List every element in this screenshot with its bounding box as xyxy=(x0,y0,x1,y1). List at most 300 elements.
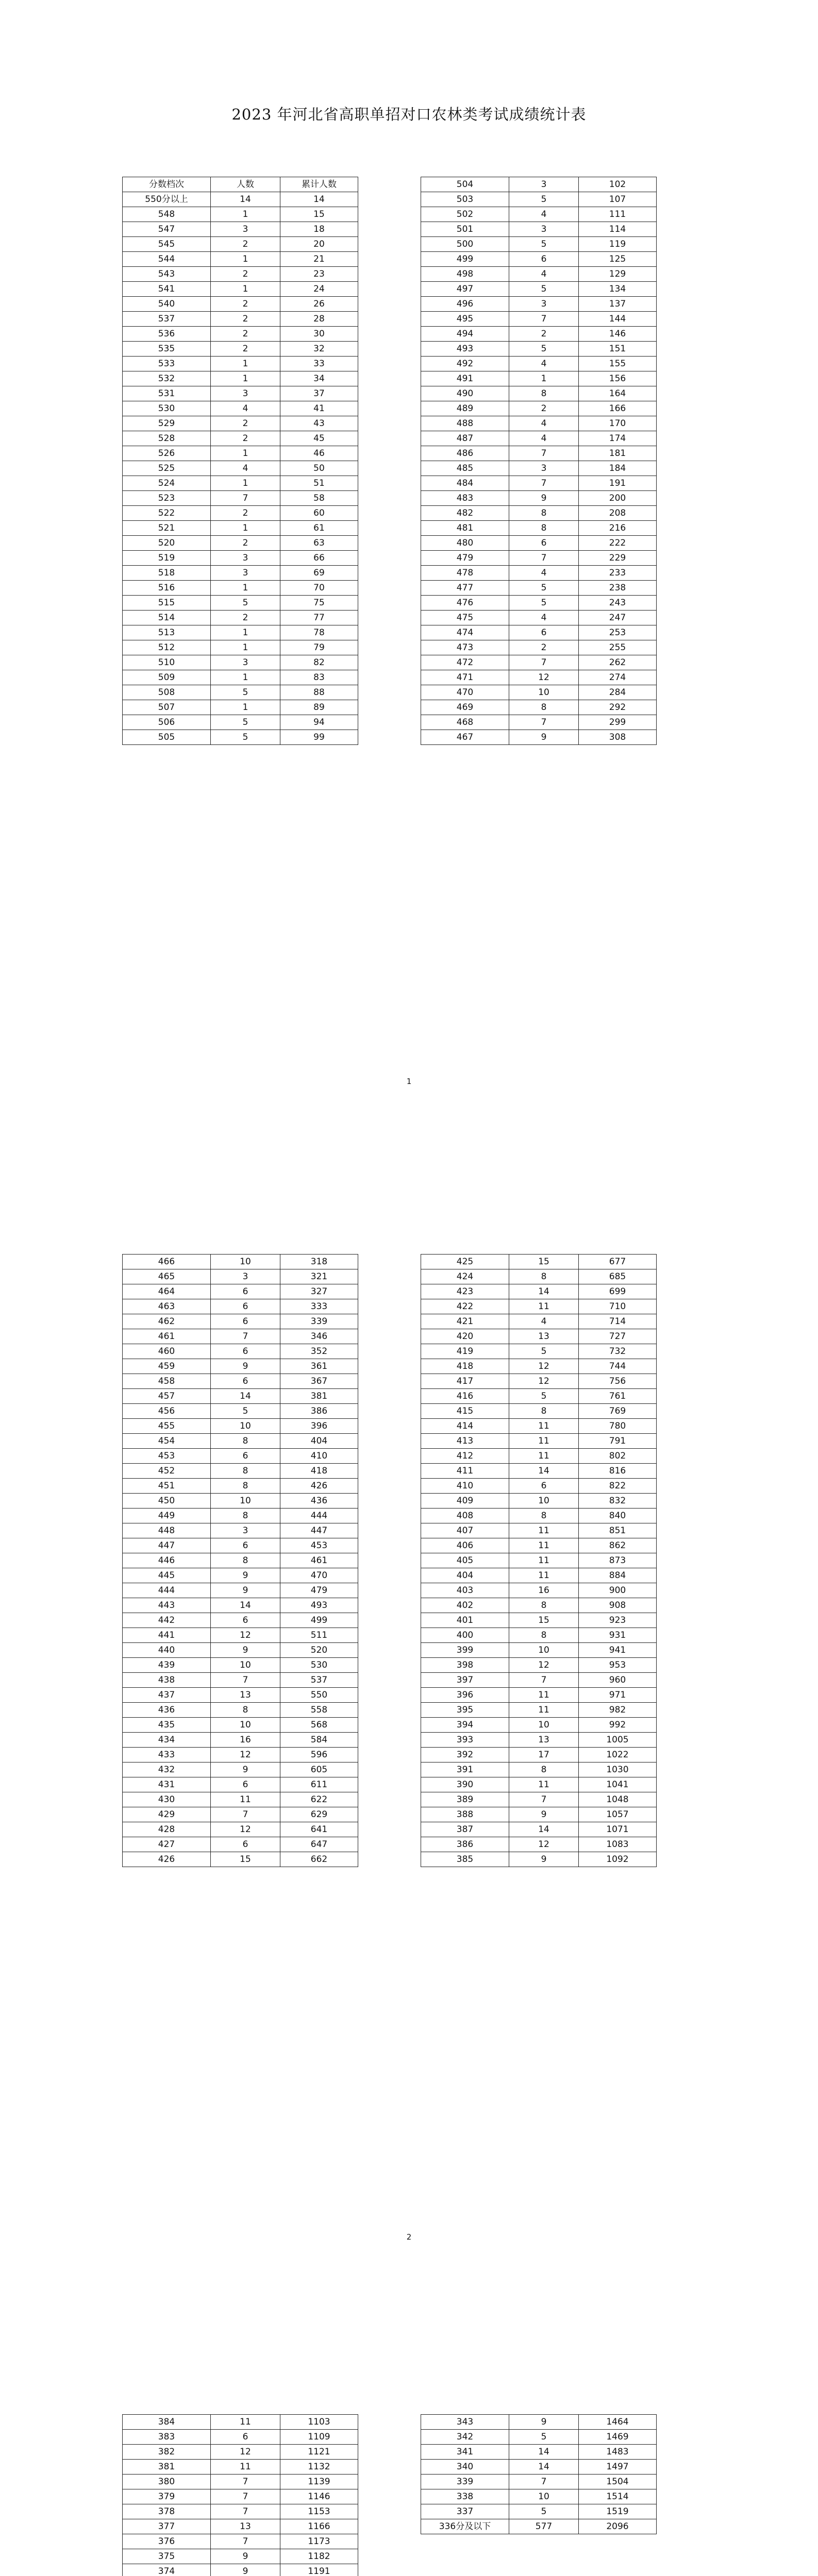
count-cell: 6 xyxy=(509,252,579,267)
score-cell: 483 xyxy=(421,491,509,506)
score-cell: 400 xyxy=(421,1628,509,1643)
score-cell: 404 xyxy=(421,1568,509,1583)
score-cell: 406 xyxy=(421,1538,509,1553)
cumulative-cell: 99 xyxy=(280,730,358,745)
table-row xyxy=(123,1464,358,1479)
table-row xyxy=(123,685,358,700)
table-row xyxy=(421,1583,657,1598)
table-row xyxy=(421,1643,657,1658)
score-cell: 477 xyxy=(421,581,509,596)
count-cell: 5 xyxy=(211,715,280,730)
count-cell: 3 xyxy=(211,1269,280,1284)
score-cell: 452 xyxy=(123,1464,211,1479)
table-row xyxy=(123,506,358,521)
count-cell: 11 xyxy=(509,1568,579,1583)
score-cell: 496 xyxy=(421,297,509,312)
count-cell: 12 xyxy=(509,1359,579,1374)
table-row xyxy=(421,611,657,625)
score-cell: 378 xyxy=(123,2504,211,2519)
score-cell: 494 xyxy=(421,327,509,342)
table-row xyxy=(123,2489,358,2504)
count-cell: 5 xyxy=(509,1389,579,1404)
table-row xyxy=(421,1449,657,1464)
score-cell: 433 xyxy=(123,1748,211,1762)
count-cell: 7 xyxy=(509,655,579,670)
count-cell: 4 xyxy=(509,267,579,282)
table-row xyxy=(421,1464,657,1479)
table-row xyxy=(123,1389,358,1404)
score-cell: 442 xyxy=(123,1613,211,1628)
table-row xyxy=(421,1792,657,1807)
score-cell: 490 xyxy=(421,386,509,401)
table-row xyxy=(123,1777,358,1792)
count-cell: 1 xyxy=(211,625,280,640)
score-cell: 530 xyxy=(123,401,211,416)
cumulative-cell: 274 xyxy=(579,670,657,685)
table-row xyxy=(123,222,358,237)
cumulative-cell: 1514 xyxy=(579,2489,657,2504)
cumulative-cell: 1173 xyxy=(280,2534,358,2549)
score-cell: 522 xyxy=(123,506,211,521)
score-cell: 476 xyxy=(421,596,509,611)
count-cell: 5 xyxy=(509,342,579,357)
score-cell: 485 xyxy=(421,461,509,476)
table-row xyxy=(421,416,657,431)
cumulative-cell: 832 xyxy=(579,1494,657,1509)
count-cell: 3 xyxy=(509,177,579,192)
score-cell: 455 xyxy=(123,1419,211,1434)
count-cell: 13 xyxy=(509,1329,579,1344)
count-cell: 5 xyxy=(509,237,579,252)
count-cell: 10 xyxy=(211,1255,280,1269)
score-cell: 401 xyxy=(421,1613,509,1628)
cumulative-cell: 292 xyxy=(579,700,657,715)
count-cell: 9 xyxy=(211,1762,280,1777)
score-cell: 498 xyxy=(421,267,509,282)
score-cell: 386 xyxy=(421,1837,509,1852)
count-cell: 2 xyxy=(211,237,280,252)
score-cell: 376 xyxy=(123,2534,211,2549)
count-cell: 11 xyxy=(509,1688,579,1703)
count-cell: 7 xyxy=(211,2504,280,2519)
score-cell: 519 xyxy=(123,551,211,566)
table-row xyxy=(421,401,657,416)
score-cell: 468 xyxy=(421,715,509,730)
count-cell: 6 xyxy=(211,1538,280,1553)
table-row xyxy=(421,1434,657,1449)
score-cell: 467 xyxy=(421,730,509,745)
score-cell: 437 xyxy=(123,1688,211,1703)
score-cell: 379 xyxy=(123,2489,211,2504)
table-row xyxy=(123,1703,358,1718)
count-cell: 2 xyxy=(211,431,280,446)
table-row xyxy=(123,1553,358,1568)
count-cell: 3 xyxy=(509,461,579,476)
cumulative-cell: 70 xyxy=(280,581,358,596)
table-row xyxy=(123,715,358,730)
count-cell: 7 xyxy=(211,2534,280,2549)
table-row xyxy=(123,386,358,401)
score-cell: 471 xyxy=(421,670,509,685)
score-cell: 443 xyxy=(123,1598,211,1613)
cumulative-cell: 32 xyxy=(280,342,358,357)
score-cell: 399 xyxy=(421,1643,509,1658)
cumulative-cell: 714 xyxy=(579,1314,657,1329)
cumulative-cell: 584 xyxy=(280,1733,358,1748)
score-cell: 431 xyxy=(123,1777,211,1792)
count-cell: 1 xyxy=(211,371,280,386)
score-cell: 507 xyxy=(123,700,211,715)
count-cell: 6 xyxy=(211,1837,280,1852)
table-row xyxy=(421,730,657,745)
cumulative-cell: 744 xyxy=(579,1359,657,1374)
score-cell: 409 xyxy=(421,1494,509,1509)
table-row xyxy=(123,640,358,655)
score-cell: 342 xyxy=(421,2430,509,2445)
cumulative-cell: 216 xyxy=(579,521,657,536)
table-row xyxy=(123,1284,358,1299)
score-cell: 505 xyxy=(123,730,211,745)
score-cell: 454 xyxy=(123,1434,211,1449)
count-cell: 9 xyxy=(211,1583,280,1598)
score-cell: 427 xyxy=(123,1837,211,1852)
table-row xyxy=(123,461,358,476)
count-cell: 11 xyxy=(509,1434,579,1449)
score-cell: 515 xyxy=(123,596,211,611)
cumulative-cell: 761 xyxy=(579,1389,657,1404)
score-cell: 429 xyxy=(123,1807,211,1822)
cumulative-cell: 114 xyxy=(579,222,657,237)
score-table-6 xyxy=(421,2414,657,2534)
table-row xyxy=(421,1389,657,1404)
cumulative-cell: 447 xyxy=(280,1523,358,1538)
table-row xyxy=(123,476,358,491)
count-cell: 3 xyxy=(211,222,280,237)
score-cell: 440 xyxy=(123,1643,211,1658)
count-cell: 10 xyxy=(211,1718,280,1733)
cumulative-cell: 931 xyxy=(579,1628,657,1643)
cumulative-cell: 499 xyxy=(280,1613,358,1628)
cumulative-cell: 1057 xyxy=(579,1807,657,1822)
table-row xyxy=(123,282,358,297)
score-cell: 536 xyxy=(123,327,211,342)
cumulative-cell: 222 xyxy=(579,536,657,551)
score-cell: 441 xyxy=(123,1628,211,1643)
score-cell: 512 xyxy=(123,640,211,655)
score-cell: 391 xyxy=(421,1762,509,1777)
cumulative-cell: 34 xyxy=(280,371,358,386)
cumulative-cell: 862 xyxy=(579,1538,657,1553)
count-cell: 5 xyxy=(509,581,579,596)
table-row xyxy=(421,2460,657,2475)
score-cell: 470 xyxy=(421,685,509,700)
cumulative-cell: 605 xyxy=(280,1762,358,1777)
table-row xyxy=(421,655,657,670)
table-row xyxy=(421,1344,657,1359)
count-cell: 1 xyxy=(211,252,280,267)
cumulative-cell: 253 xyxy=(579,625,657,640)
score-cell: 416 xyxy=(421,1389,509,1404)
table-row xyxy=(421,312,657,327)
table-row xyxy=(123,1449,358,1464)
cumulative-cell: 61 xyxy=(280,521,358,536)
table-row xyxy=(123,2504,358,2519)
score-cell: 456 xyxy=(123,1404,211,1419)
cumulative-cell: 18 xyxy=(280,222,358,237)
table-row xyxy=(421,566,657,581)
count-cell: 14 xyxy=(211,1389,280,1404)
score-cell: 435 xyxy=(123,1718,211,1733)
count-cell: 12 xyxy=(509,1837,579,1852)
cumulative-cell: 1022 xyxy=(579,1748,657,1762)
count-cell: 577 xyxy=(509,2519,579,2534)
count-cell: 7 xyxy=(509,2475,579,2489)
score-cell: 475 xyxy=(421,611,509,625)
table-row xyxy=(123,1792,358,1807)
score-cell: 380 xyxy=(123,2475,211,2489)
score-cell: 412 xyxy=(421,1449,509,1464)
count-cell: 11 xyxy=(211,2460,280,2475)
count-cell: 5 xyxy=(211,730,280,745)
score-cell: 540 xyxy=(123,297,211,312)
cumulative-cell: 453 xyxy=(280,1538,358,1553)
score-cell: 508 xyxy=(123,685,211,700)
cumulative-cell: 802 xyxy=(579,1449,657,1464)
cumulative-cell: 418 xyxy=(280,1464,358,1479)
score-cell: 460 xyxy=(123,1344,211,1359)
score-cell: 374 xyxy=(123,2564,211,2576)
score-cell: 529 xyxy=(123,416,211,431)
count-cell: 1 xyxy=(211,670,280,685)
score-cell: 446 xyxy=(123,1553,211,1568)
cumulative-cell: 129 xyxy=(579,267,657,282)
score-cell: 457 xyxy=(123,1389,211,1404)
score-cell: 480 xyxy=(421,536,509,551)
count-cell: 9 xyxy=(211,2549,280,2564)
cumulative-cell: 134 xyxy=(579,282,657,297)
table-row xyxy=(123,596,358,611)
count-cell: 14 xyxy=(509,1284,579,1299)
cumulative-cell: 14 xyxy=(280,192,358,207)
table-row xyxy=(123,1538,358,1553)
count-cell: 13 xyxy=(211,1688,280,1703)
cumulative-cell: 58 xyxy=(280,491,358,506)
score-cell: 464 xyxy=(123,1284,211,1299)
cumulative-cell: 75 xyxy=(280,596,358,611)
table-row xyxy=(123,237,358,252)
table-row xyxy=(421,596,657,611)
table-row xyxy=(421,2475,657,2489)
cumulative-cell: 550 xyxy=(280,1688,358,1703)
count-cell: 4 xyxy=(509,207,579,222)
score-cell: 395 xyxy=(421,1703,509,1718)
cumulative-cell: 769 xyxy=(579,1404,657,1419)
cumulative-cell: 791 xyxy=(579,1434,657,1449)
count-cell: 7 xyxy=(211,1329,280,1344)
table-row xyxy=(421,551,657,566)
cumulative-cell: 83 xyxy=(280,670,358,685)
score-cell: 339 xyxy=(421,2475,509,2489)
table-row xyxy=(421,1284,657,1299)
score-cell: 422 xyxy=(421,1299,509,1314)
cumulative-cell: 780 xyxy=(579,1419,657,1434)
score-cell: 524 xyxy=(123,476,211,491)
table-row xyxy=(123,1718,358,1733)
score-cell: 484 xyxy=(421,476,509,491)
score-cell: 486 xyxy=(421,446,509,461)
cumulative-cell: 822 xyxy=(579,1479,657,1494)
cumulative-cell: 685 xyxy=(579,1269,657,1284)
table-row xyxy=(123,357,358,371)
table-row xyxy=(421,1538,657,1553)
score-cell: 545 xyxy=(123,237,211,252)
cumulative-cell: 255 xyxy=(579,640,657,655)
table-row xyxy=(123,1359,358,1374)
cumulative-cell: 641 xyxy=(280,1822,358,1837)
score-cell: 473 xyxy=(421,640,509,655)
cumulative-cell: 426 xyxy=(280,1479,358,1494)
cumulative-cell: 461 xyxy=(280,1553,358,1568)
score-cell: 491 xyxy=(421,371,509,386)
cumulative-cell: 46 xyxy=(280,446,358,461)
cumulative-cell: 146 xyxy=(579,327,657,342)
cumulative-cell: 229 xyxy=(579,551,657,566)
table-row xyxy=(123,431,358,446)
cumulative-cell: 346 xyxy=(280,1329,358,1344)
cumulative-cell: 1121 xyxy=(280,2445,358,2460)
score-cell: 466 xyxy=(123,1255,211,1269)
cumulative-cell: 1504 xyxy=(579,2475,657,2489)
table-row xyxy=(123,1419,358,1434)
count-cell: 6 xyxy=(211,1344,280,1359)
count-cell: 8 xyxy=(211,1479,280,1494)
count-cell: 7 xyxy=(509,312,579,327)
cumulative-cell: 327 xyxy=(280,1284,358,1299)
count-cell: 11 xyxy=(509,1777,579,1792)
count-cell: 7 xyxy=(211,2475,280,2489)
table-row xyxy=(123,2445,358,2460)
cumulative-cell: 971 xyxy=(579,1688,657,1703)
score-cell: 383 xyxy=(123,2430,211,2445)
table-row xyxy=(421,521,657,536)
cumulative-cell: 164 xyxy=(579,386,657,401)
table-row xyxy=(123,730,358,745)
table-row xyxy=(123,267,358,282)
score-table-4 xyxy=(421,1254,657,1867)
cumulative-cell: 756 xyxy=(579,1374,657,1389)
table-row xyxy=(123,1509,358,1523)
table-row xyxy=(421,1359,657,1374)
cumulative-cell: 233 xyxy=(579,566,657,581)
score-cell: 385 xyxy=(421,1852,509,1867)
score-cell: 444 xyxy=(123,1583,211,1598)
score-cell: 474 xyxy=(421,625,509,640)
cumulative-cell: 1109 xyxy=(280,2430,358,2445)
table-row xyxy=(123,1643,358,1658)
count-cell: 2 xyxy=(509,401,579,416)
cumulative-cell: 611 xyxy=(280,1777,358,1792)
score-cell: 487 xyxy=(421,431,509,446)
cumulative-cell: 530 xyxy=(280,1658,358,1673)
count-cell: 5 xyxy=(509,282,579,297)
count-cell: 12 xyxy=(509,670,579,685)
count-cell: 5 xyxy=(509,2504,579,2519)
cumulative-cell: 1182 xyxy=(280,2549,358,2564)
cumulative-cell: 982 xyxy=(579,1703,657,1718)
score-cell: 532 xyxy=(123,371,211,386)
cumulative-cell: 568 xyxy=(280,1718,358,1733)
count-cell: 8 xyxy=(509,1762,579,1777)
cumulative-cell: 94 xyxy=(280,715,358,730)
table-row xyxy=(421,1703,657,1718)
count-cell: 12 xyxy=(211,1822,280,1837)
cumulative-cell: 352 xyxy=(280,1344,358,1359)
count-cell: 10 xyxy=(211,1658,280,1673)
score-cell: 438 xyxy=(123,1673,211,1688)
table-row xyxy=(123,371,358,386)
cumulative-cell: 24 xyxy=(280,282,358,297)
table-row xyxy=(123,670,358,685)
cumulative-cell: 404 xyxy=(280,1434,358,1449)
score-cell: 492 xyxy=(421,357,509,371)
cumulative-cell: 30 xyxy=(280,327,358,342)
table-row xyxy=(123,1748,358,1762)
table-row xyxy=(421,1553,657,1568)
cumulative-cell: 873 xyxy=(579,1553,657,1568)
score-cell: 387 xyxy=(421,1822,509,1837)
cumulative-cell: 262 xyxy=(579,655,657,670)
cumulative-cell: 662 xyxy=(280,1852,358,1867)
header-count-cell: 人数 xyxy=(211,177,280,192)
cumulative-cell: 41 xyxy=(280,401,358,416)
score-cell: 550分以上 xyxy=(123,192,211,207)
score-table-3 xyxy=(122,1254,358,1867)
cumulative-cell: 900 xyxy=(579,1583,657,1598)
table-row xyxy=(123,1434,358,1449)
count-cell: 11 xyxy=(509,1299,579,1314)
count-cell: 3 xyxy=(211,386,280,401)
cumulative-cell: 953 xyxy=(579,1658,657,1673)
count-cell: 14 xyxy=(509,2445,579,2460)
cumulative-cell: 308 xyxy=(579,730,657,745)
score-cell: 436 xyxy=(123,1703,211,1718)
cumulative-cell: 1483 xyxy=(579,2445,657,2460)
score-cell: 548 xyxy=(123,207,211,222)
cumulative-cell: 1519 xyxy=(579,2504,657,2519)
count-cell: 4 xyxy=(509,1314,579,1329)
count-cell: 8 xyxy=(509,700,579,715)
cumulative-cell: 119 xyxy=(579,237,657,252)
cumulative-cell: 111 xyxy=(579,207,657,222)
cumulative-cell: 50 xyxy=(280,461,358,476)
table-row xyxy=(421,252,657,267)
table-row xyxy=(123,1568,358,1583)
score-cell: 394 xyxy=(421,1718,509,1733)
score-cell: 407 xyxy=(421,1523,509,1538)
table-row xyxy=(421,1404,657,1419)
count-cell: 1 xyxy=(211,521,280,536)
score-cell: 514 xyxy=(123,611,211,625)
count-cell: 6 xyxy=(211,1284,280,1299)
table-row xyxy=(123,2460,358,2475)
table-row xyxy=(421,371,657,386)
count-cell: 1 xyxy=(509,371,579,386)
score-cell: 516 xyxy=(123,581,211,596)
table-row xyxy=(123,1255,358,1269)
table-row xyxy=(421,461,657,476)
score-cell: 478 xyxy=(421,566,509,581)
score-cell: 493 xyxy=(421,342,509,357)
